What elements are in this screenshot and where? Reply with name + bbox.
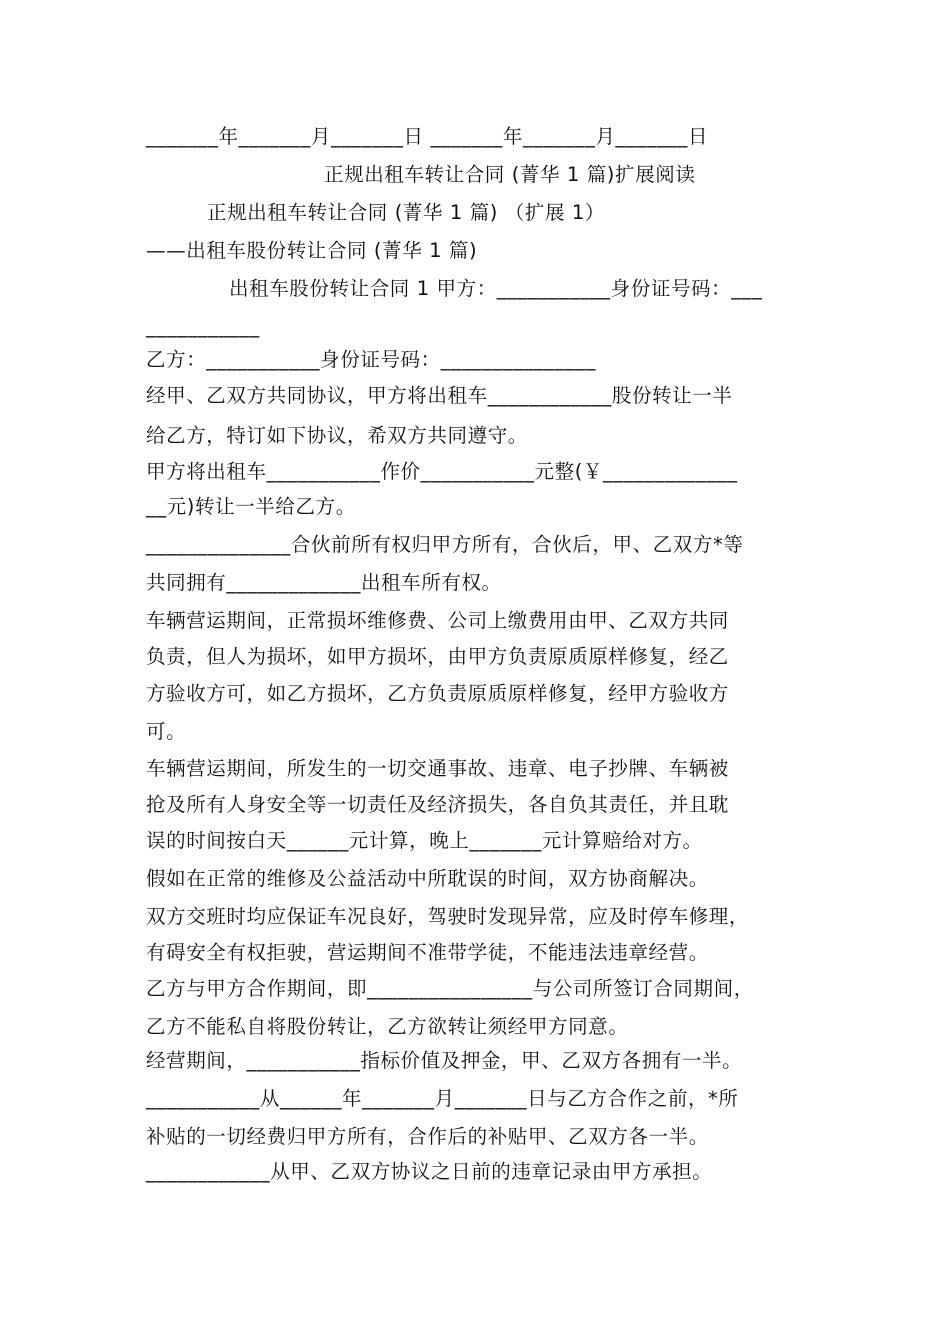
- paragraph-line: 负责，但人为损坏，如甲方损坏，由甲方负责原质原样修复，经乙: [146, 645, 729, 668]
- paragraph-line: 给乙方，特订如下协议，希双方共同遵守。: [146, 424, 528, 447]
- paragraph-line: 车辆营运期间，正常损坏维修费、公司上缴费用由甲、乙双方共同: [146, 609, 729, 632]
- paragraph-line: __元)转让一半给乙方。: [146, 495, 356, 518]
- paragraph-line: 甲方将出租车___________作价___________元整(￥_____________: [146, 460, 738, 483]
- paragraph-line: 抢及所有人身安全等一切责任及经济损失，各自负其责任，并且耽: [146, 793, 729, 816]
- paragraph-line: 有碍安全有权拒驶，营运期间不准带学徒，不能违法违章经营。: [146, 941, 709, 964]
- party-a-line: 出租车股份转让合同 1 甲方：___________身份证号码：___: [229, 277, 763, 300]
- paragraph-line: 经甲、乙双方共同协议，甲方将出租车____________股份转让一半: [146, 384, 733, 407]
- paragraph-line: 乙方与甲方合作期间，即________________与公司所签订合同期间，: [146, 977, 754, 1000]
- paragraph-line: ___________从______年_______月_______日与乙方合作之前，*所: [146, 1087, 739, 1110]
- paragraph-line: 误的时间按白天______元计算，晚上_______元计算赔给对方。: [146, 829, 703, 852]
- paragraph-line: 共同拥有_____________出租车所有权。: [146, 571, 502, 594]
- paragraph-line: 经营期间，___________指标价值及押金，甲、乙双方各拥有一半。: [146, 1049, 743, 1072]
- extended-reading-title: 正规出租车转让合同 (菁华 1 篇)扩展阅读: [324, 163, 696, 186]
- paragraph-line: 乙方不能私自将股份转让，乙方欲转让须经甲方同意。: [146, 1015, 629, 1038]
- paragraph-line: ______________合伙前所有权归甲方所有，合伙后，甲、乙双方*等: [146, 533, 744, 556]
- paragraph-line: ____________从甲、乙双方协议之日前的违章记录由甲方承担。: [146, 1160, 713, 1183]
- paragraph-line: 方验收方可，如乙方损坏，乙方负责原质原样修复，经甲方验收方: [146, 682, 729, 705]
- party-a-id-continuation: ___________: [146, 315, 260, 338]
- paragraph-line: 可。: [146, 720, 187, 743]
- paragraph-line: 补贴的一切经费归甲方所有，合作后的补贴甲、乙双方各一半。: [146, 1125, 709, 1148]
- contract-subtitle: ——出租车股份转让合同 (菁华 1 篇): [146, 239, 478, 262]
- party-b-line: 乙方：___________身份证号码：_______________: [146, 348, 596, 371]
- date-line: _______年_______月_______日 _______年_______月_______日: [146, 125, 709, 148]
- paragraph-line: 假如在正常的维修及公益活动中所耽误的时间，双方协商解决。: [146, 867, 709, 890]
- extension-heading: 正规出租车转让合同 (菁华 1 篇) （扩展 1）: [207, 201, 606, 224]
- paragraph-line: 双方交班时均应保证车况良好，驾驶时发现异常，应及时停车修理，: [146, 905, 750, 928]
- paragraph-line: 车辆营运期间，所发生的一切交通事故、违章、电子抄牌、车辆被: [146, 757, 729, 780]
